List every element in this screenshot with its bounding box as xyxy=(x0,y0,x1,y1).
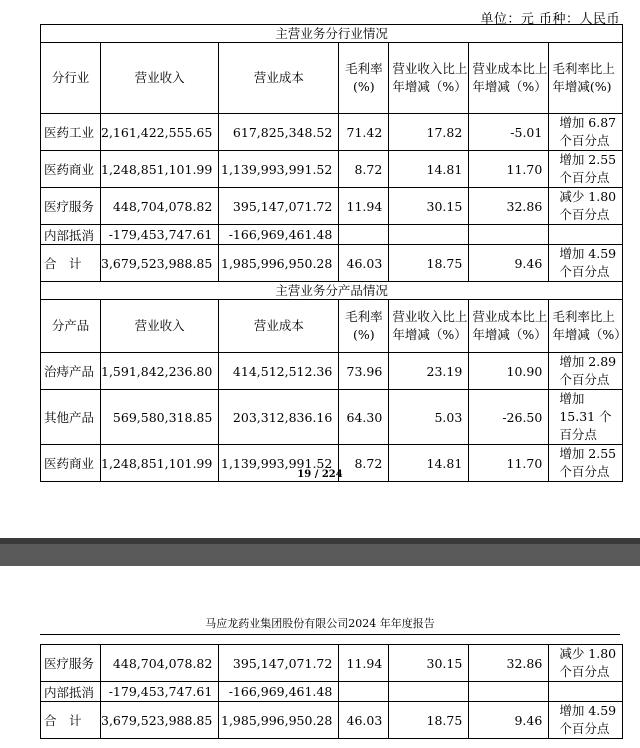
header-cell: 分行业 xyxy=(41,43,101,114)
revenue-change-cell xyxy=(389,682,469,702)
revenue-cell: 3,679,523,988.85 xyxy=(101,245,219,282)
page-gap xyxy=(0,538,640,566)
table-row xyxy=(41,114,623,151)
table-row xyxy=(41,682,623,702)
revenue-change-cell: 17.82 xyxy=(389,114,469,151)
revenue-cell: 2,161,422,555.65 xyxy=(101,114,219,151)
cost-change-cell: 11.70 xyxy=(469,151,549,188)
revenue-change-cell xyxy=(389,225,469,245)
revenue-cell: 448,704,078.82 xyxy=(101,188,219,225)
revenue-change-cell: 5.03 xyxy=(389,390,469,445)
margin-cell: 8.72 xyxy=(339,445,389,482)
margin-change-cell xyxy=(549,682,623,702)
margin-cell: 71.42 xyxy=(339,114,389,151)
cost-cell: 1,139,993,991.52 xyxy=(219,151,339,188)
revenue-change-cell: 14.81 xyxy=(389,151,469,188)
header-rule xyxy=(40,634,620,635)
header-cell: 营业收入比上年增减（%） xyxy=(389,43,469,114)
margin-change-cell: 减少 1.80 个百分点 xyxy=(549,645,623,682)
segment-table xyxy=(40,24,627,482)
revenue-change-cell: 18.75 xyxy=(389,245,469,282)
margin-cell xyxy=(339,225,389,245)
cost-cell: 414,512,512.36 xyxy=(219,353,339,390)
industry-section-title: 主营业务分行业情况 xyxy=(41,25,623,43)
revenue-change-cell: 14.81 xyxy=(389,445,469,482)
cost-change-cell: 9.46 xyxy=(469,245,549,282)
cost-change-cell: 32.86 xyxy=(469,645,549,682)
cost-cell: -166,969,461.48 xyxy=(219,682,339,702)
header-cell: 营业成本 xyxy=(219,43,339,114)
margin-change-cell: 增加 4.59 个百分点 xyxy=(549,245,623,282)
margin-cell: 46.03 xyxy=(339,245,389,282)
revenue-change-cell: 30.15 xyxy=(389,645,469,682)
cost-change-cell: -5.01 xyxy=(469,114,549,151)
cost-cell: -166,969,461.48 xyxy=(219,225,339,245)
cost-change-cell: 32.86 xyxy=(469,188,549,225)
row-label: 医药商业 xyxy=(41,445,101,482)
revenue-cell: -179,453,747.61 xyxy=(101,225,219,245)
margin-cell: 46.03 xyxy=(339,702,389,739)
margin-change-cell: 增加 2.55 个百分点 xyxy=(549,445,623,482)
margin-change-cell: 减少 1.80 个百分点 xyxy=(549,188,623,225)
row-label: 合 计 xyxy=(41,245,101,282)
page-gap-shadow xyxy=(0,538,640,544)
header-cell: 营业成本 xyxy=(219,300,339,353)
header-cell: 营业收入 xyxy=(101,43,219,114)
margin-cell: 73.96 xyxy=(339,353,389,390)
header-cell: 毛利率比上年增减（%） xyxy=(549,300,623,353)
cost-change-cell: 10.90 xyxy=(469,353,549,390)
cost-change-cell xyxy=(469,682,549,702)
revenue-change-cell: 23.19 xyxy=(389,353,469,390)
row-label: 治痔产品 xyxy=(41,353,101,390)
header-cell: 营业收入 xyxy=(101,300,219,353)
page-number: 19 / 224 xyxy=(297,469,343,480)
product-section-title: 主营业务分产品情况 xyxy=(41,282,623,300)
cost-cell: 1,985,996,950.28 xyxy=(219,245,339,282)
revenue-cell: 448,704,078.82 xyxy=(101,645,219,682)
header-cell: 营业成本比上年增减（%） xyxy=(469,300,549,353)
table-row xyxy=(41,225,623,245)
product-section-row xyxy=(41,282,623,300)
cost-cell: 203,312,836.16 xyxy=(219,390,339,445)
header-cell: 毛利率(%) xyxy=(339,300,389,353)
cost-cell: 395,147,071.72 xyxy=(219,188,339,225)
cost-cell: 1,139,993,991.52 xyxy=(219,445,339,482)
margin-change-cell: 增加 2.89 个百分点 xyxy=(549,353,623,390)
revenue-cell: 1,248,851,101.99 xyxy=(101,445,219,482)
total-row xyxy=(41,245,623,282)
margin-change-cell: 增加 15.31 个百分点 xyxy=(549,390,623,445)
cost-cell: 617,825,348.52 xyxy=(219,114,339,151)
header-cell: 营业收入比上年增减（%） xyxy=(389,300,469,353)
margin-change-cell: 增加 4.59 个百分点 xyxy=(549,702,623,739)
cost-change-cell: -26.50 xyxy=(469,390,549,445)
report-page-20 xyxy=(0,566,640,748)
revenue-cell: 1,591,842,236.80 xyxy=(101,353,219,390)
margin-change-cell: 增加 2.55 个百分点 xyxy=(549,151,623,188)
industry-section-row xyxy=(41,25,623,43)
product-header-row xyxy=(41,300,623,353)
revenue-cell: 569,580,318.85 xyxy=(101,390,219,445)
cost-change-cell xyxy=(469,225,549,245)
revenue-change-cell: 18.75 xyxy=(389,702,469,739)
cost-cell: 395,147,071.72 xyxy=(219,645,339,682)
margin-cell: 11.94 xyxy=(339,645,389,682)
margin-cell: 11.94 xyxy=(339,188,389,225)
row-label: 其他产品 xyxy=(41,390,101,445)
row-label: 医药工业 xyxy=(41,114,101,151)
margin-cell xyxy=(339,682,389,702)
table-row xyxy=(41,645,623,682)
cost-change-cell: 11.70 xyxy=(469,445,549,482)
row-label: 医药商业 xyxy=(41,151,101,188)
cost-change-cell: 9.46 xyxy=(469,702,549,739)
table-row xyxy=(41,151,623,188)
cost-cell: 1,985,996,950.28 xyxy=(219,702,339,739)
revenue-change-cell: 30.15 xyxy=(389,188,469,225)
revenue-cell: -179,453,747.61 xyxy=(101,682,219,702)
table-row xyxy=(41,188,623,225)
margin-change-cell xyxy=(549,225,623,245)
header-cell: 毛利率比上年增减(%) xyxy=(549,43,623,114)
revenue-cell: 1,248,851,101.99 xyxy=(101,151,219,188)
row-label: 内部抵消 xyxy=(41,682,101,702)
margin-cell: 8.72 xyxy=(339,151,389,188)
row-label: 医疗服务 xyxy=(41,645,101,682)
total-row xyxy=(41,702,623,739)
revenue-cell: 3,679,523,988.85 xyxy=(101,702,219,739)
header-cell: 分产品 xyxy=(41,300,101,353)
table-row xyxy=(41,353,623,390)
margin-cell: 64.30 xyxy=(339,390,389,445)
report-header: 马应龙药业集团股份有限公司2024 年年度报告 xyxy=(205,617,435,630)
margin-change-cell: 增加 6.87 个百分点 xyxy=(549,114,623,151)
row-label: 内部抵消 xyxy=(41,225,101,245)
row-label: 医疗服务 xyxy=(41,188,101,225)
row-label: 合 计 xyxy=(41,702,101,739)
segment-table-continued xyxy=(40,644,623,739)
industry-header-row xyxy=(41,43,623,114)
unit-currency-note: 单位：元 币种：人民币 xyxy=(480,12,620,27)
header-cell: 营业成本比上年增减（%） xyxy=(469,43,549,114)
header-cell: 毛利率(%) xyxy=(339,43,389,114)
table-row xyxy=(41,390,623,445)
